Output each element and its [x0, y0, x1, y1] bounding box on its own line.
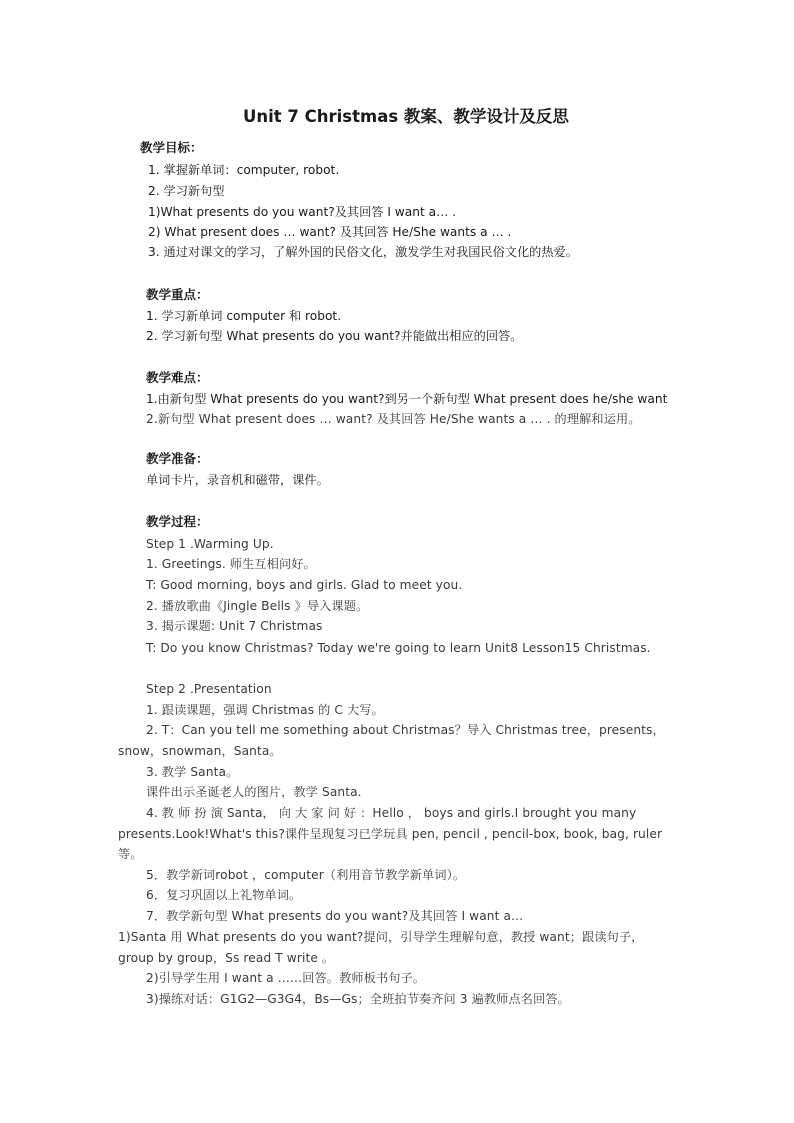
text-line: 1.由新句型 What presents do you want?到另一个新句型 What present does he/she want [146, 392, 668, 406]
text-line: 6．复习巩固以上礼物单词。 [146, 888, 302, 902]
text-line: 1. 掌握新单词：computer, robot. [148, 163, 340, 177]
text-line: 1)Santa 用 What presents do you want?提问，引导学生理解句意，教授 want；跟读句子， [118, 930, 644, 944]
text-line: T: Good morning, boys and girls. Glad to meet you. [146, 578, 463, 592]
heading-difficulties: 教学难点： [146, 370, 209, 385]
heading-objectives: 教学目标： [140, 140, 203, 155]
text-line: 3. 教学 Santa。 [146, 765, 239, 779]
text-line: 2. T：Can you tell me something about Christmas？导入 Christmas tree，presents， [146, 723, 665, 737]
text-line: 7．教学新句型 What presents do you want?及其回答 I want a… [146, 909, 524, 923]
text-line: 2. 学习新句型 What presents do you want?并能做出相应的回答。 [146, 329, 523, 343]
text-line: group by group，Ss read T write 。 [118, 951, 335, 965]
text-line: Step 1 .Warming Up. [146, 537, 274, 551]
text-line: 2) What present does … want? 及其回答 He/She wants a … . [148, 225, 512, 239]
text-line: 等。 [118, 847, 143, 861]
text-line: 1. 学习新单词 computer 和 robot. [146, 309, 342, 323]
text-line: 2.新句型 What present does … want? 及其回答 He/She wants a … . 的理解和运用。 [146, 412, 641, 426]
text-line: 4. 教 师 扮 演 Santa， 向 大 家 问 好 ：Hello ， boys and girls.I brought you many [146, 806, 637, 820]
text-line: 2)引导学生用 I want a ……回答。教师板书句子。 [146, 971, 426, 985]
text-line: presents.Look!What's this?课件呈现复习已学玩具 pen, pencil , pencil-box, book, bag, ruler [118, 827, 663, 841]
heading-process: 教学过程： [146, 514, 209, 529]
text-line: T: Do you know Christmas? Today we're going to learn Unit8 Lesson15 Christmas. [146, 641, 651, 655]
text-line: 单词卡片，录音机和磁带，课件。 [146, 473, 329, 487]
text-line: 1)What presents do you want?及其回答 I want a… . [148, 205, 457, 219]
heading-key-points: 教学重点： [146, 287, 209, 302]
text-line: 3)操练对话：G1G2—G3G4，Bs—Gs；全班拍节奏齐问 3 遍教师点名回答。 [146, 992, 570, 1006]
text-line: 1. 跟读课题，强调 Christmas 的 C 大写。 [146, 703, 384, 717]
text-line: 3. 揭示课题: Unit 7 Christmas [146, 619, 323, 633]
text-line: snow，snowman，Santa。 [118, 744, 282, 758]
heading-preparation: 教学准备： [146, 451, 209, 466]
text-line: 2. 播放歌曲《Jingle Bells 》导入课题。 [146, 599, 369, 613]
document-title: Unit 7 Christmas 教案、教学设计及反思 [243, 107, 569, 126]
text-line: 2. 学习新句型 [148, 184, 225, 198]
text-line: Step 2 .Presentation [146, 682, 272, 696]
text-line: 1. Greetings. 师生互相问好。 [146, 557, 316, 571]
text-line: 5．教学新词robot ，computer（利用音节教学新单词）。 [146, 868, 466, 882]
text-line: 3. 通过对课文的学习，了解外国的民俗文化，激发学生对我国民俗文化的热爱。 [148, 245, 578, 259]
text-line: 课件出示圣诞老人的图片，教学 Santa. [146, 785, 362, 799]
